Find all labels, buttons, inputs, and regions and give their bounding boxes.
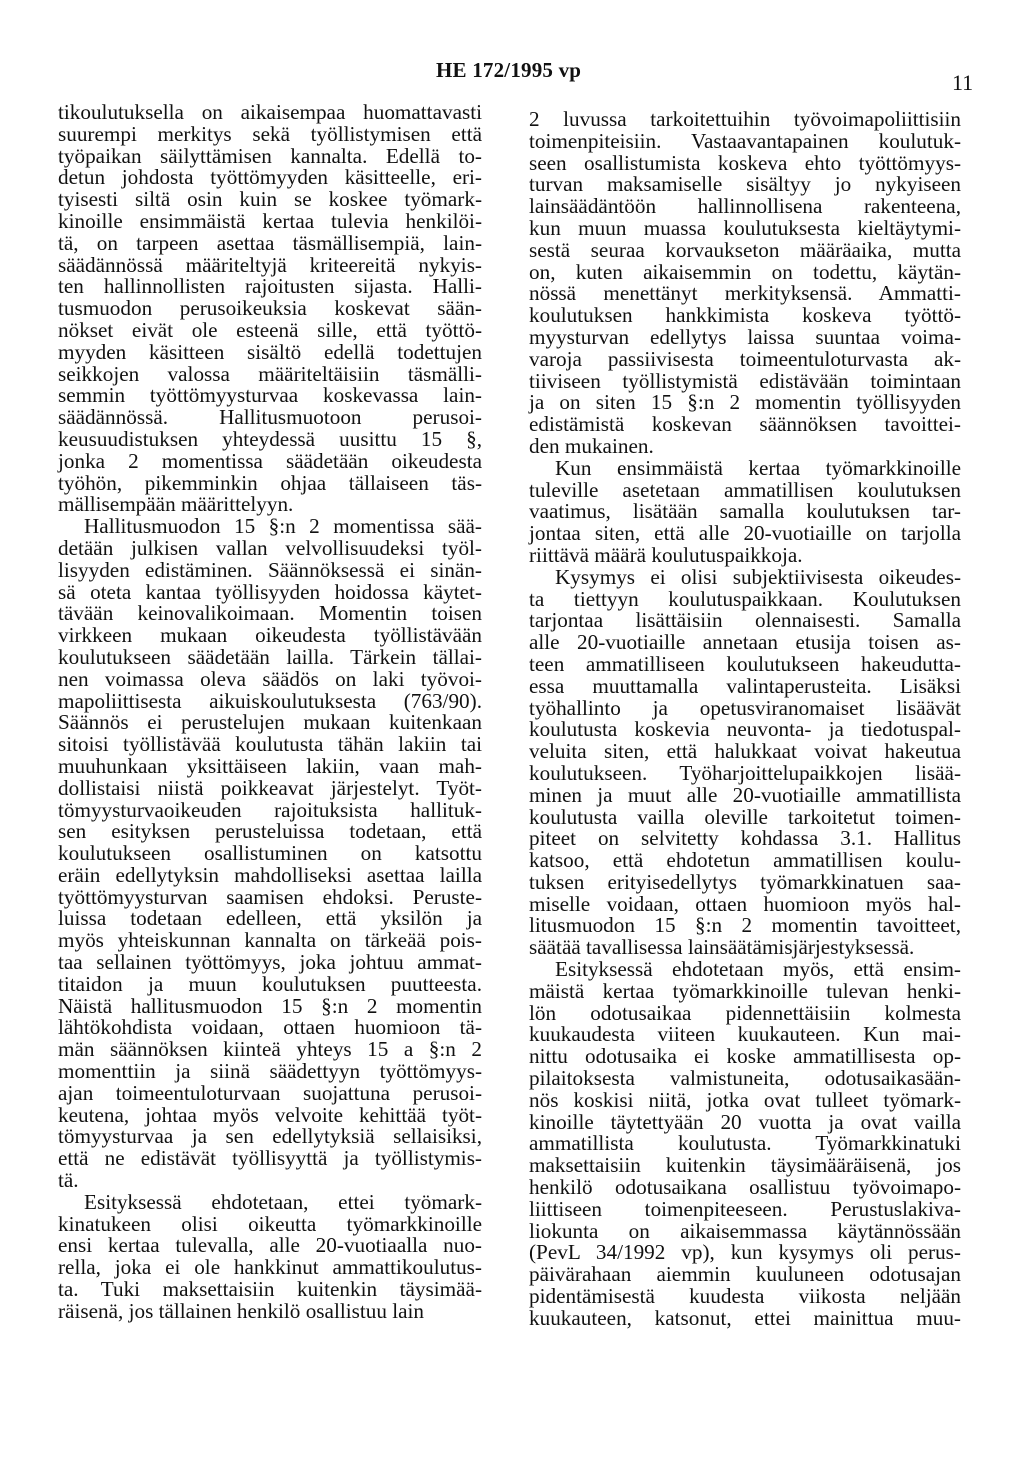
text-line: kinoille ensimmäistä kertaa tulevia henkilöi-: [58, 208, 482, 233]
text-line: myös yhteiskunnan kannalta on tärkeää pois-: [58, 928, 482, 953]
text-line: Säännös ei perustelujen mukaan kuitenkaan: [58, 710, 482, 735]
text-line: luissa todetaan edelleen, että yksilön ja: [58, 906, 482, 931]
text-line: nös koskisi niitä, jotka ovat tulleet työmark-: [529, 1087, 961, 1112]
text-line: keutena, johtaa myös velvoite kehittää työt-: [58, 1102, 482, 1127]
text-line: miselle voidaan, ottaen huomioon myös hal-: [529, 891, 961, 916]
text-line: riittävä määrä koulutuspaikkoja.: [529, 542, 803, 567]
text-line: mällisempään määrittelyyn.: [58, 492, 294, 517]
text-line: ammatillista koulutusta. Työmarkkinatuki: [529, 1131, 961, 1156]
text-line: nökset eivät ole esteenä sille, että työttö-: [58, 317, 482, 342]
text-line: myyden käsitteen sisältö edellä todettujen: [58, 339, 482, 364]
text-line: tusmuodon perusoikeuksia koskevat sään-: [58, 296, 482, 321]
text-line: tuleville asetetaan ammatillisen koulutuksen: [529, 477, 961, 502]
text-line: tömyysturvaoikeuden rajoituksista hallituk-: [58, 797, 482, 822]
text-line: keusuudistuksen yhteydessä uusittu 15 §,: [58, 426, 482, 451]
text-line: säädännössä määriteltyjä kriteereitä nykyis-: [58, 252, 482, 277]
text-line: seen osallistumista koskeva ehto työttömyys-: [529, 150, 961, 175]
text-line: lähtökohdista voidaan, ottaen huomioon tä-: [58, 1015, 482, 1040]
text-line: koulutuksen hankkimista koskeva työttö-: [529, 303, 961, 328]
text-line: toimenpiteisiin. Vastaavantapainen koulutuk-: [529, 128, 961, 153]
text-line: vaatimus, lisätään samalla koulutuksen tar-: [529, 499, 961, 524]
text-line: koulutukseen osallistuminen on katsottu: [58, 841, 482, 866]
text-line: liokunta on aikaisemmassa käytännössään: [529, 1218, 961, 1243]
text-line: koulutukseen. Työharjoittelupaikkojen lisää-: [529, 760, 961, 785]
text-line: tä, on tarpeen asettaa täsmällisempiä, lain-: [58, 230, 482, 255]
text-line: varoja passiivisesta toimeentuloturvasta ak-: [529, 346, 961, 371]
text-line: sestä seuraa korvaukseton määräaika, mutta: [529, 237, 961, 262]
text-line: teen ammatilliseen koulutukseen hakeudutta-: [529, 651, 961, 676]
page-header: [0, 58, 1024, 95]
text-line: työhön, pikemminkin ohjaa tällaiseen täs-: [58, 470, 482, 495]
text-line: säädännössä. Hallitusmuotoon perusoi-: [58, 405, 482, 430]
text-line: detään julkisen vallan velvollisuudeksi työl-: [58, 535, 482, 560]
text-line: Kysymys ei olisi subjektiivisesta oikeudes-: [555, 564, 961, 589]
text-line: tyisesti siltä osin kuin se koskee työmark-: [58, 187, 482, 212]
text-line: piteet on selvitetty kohdassa 3.1. Hallitus: [529, 826, 961, 851]
right-text-column: [529, 109, 961, 1330]
text-line: virkkeen mukaan oikeudesta työllistävään: [58, 623, 482, 648]
text-line: koulutusta vailla oleville tarkoitetut toimen-: [529, 804, 961, 829]
text-line: suurempi merkitys sekä työllistymisen että: [58, 121, 482, 146]
text-line: kuukauteen, katsonut, ettei mainittua muu-: [529, 1305, 961, 1330]
text-line: kinoille täytettyään 20 vuotta ja ovat vailla: [529, 1109, 961, 1134]
text-line: ta tiettyyn koulutuspaikkaan. Koulutuksen: [529, 586, 961, 611]
text-line: tarjontaa lisättäisiin olennaisesti. Samalla: [529, 608, 961, 633]
text-line: päivärahaan aiemmin kuuluneen odotusajan: [529, 1262, 961, 1287]
text-line: kuukaudesta viiteen kuukauteen. Kun mai-: [529, 1022, 961, 1047]
text-line: liittiseen toimenpiteeseen. Perustuslakiva-: [529, 1196, 961, 1221]
text-line: Esityksessä ehdotetaan, ettei työmark-: [84, 1189, 482, 1214]
text-line: seikkojen valossa määriteltäisiin täsmälli-: [58, 361, 482, 386]
text-line: ten hallinnollisten rajoitusten sijasta. Halli-: [58, 274, 482, 299]
document-id: HE 172/1995 vp: [436, 58, 582, 82]
text-line: turvan maksamiselle sisältyy jo nykyiseen: [529, 172, 961, 197]
text-line: minen ja muut alle 20-vuotiaille ammatillista: [529, 782, 961, 807]
text-line: momenttiin ja siinä säädettyyn työttömyys-: [58, 1059, 482, 1084]
text-line: litusmuodon 15 §:n 2 momentin tavoitteet,: [529, 913, 961, 938]
text-line: sä oteta kantaa työllisyyden hoidossa käytet-: [58, 579, 482, 604]
text-line: tä.: [58, 1168, 79, 1193]
text-line: Hallitusmuodon 15 §:n 2 momentissa sää-: [84, 514, 482, 539]
text-line: jontaa siten, että alle 20-vuotiaille on tarjolla: [529, 521, 961, 546]
text-line: alle 20-vuotiaille annetaan etusija toisen as-: [529, 630, 961, 655]
text-line: mapoliittisesta aikuiskoulutuksesta (763/90).: [58, 688, 482, 713]
text-line: kinatukeen olisi oikeutta työmarkkinoille: [58, 1211, 482, 1236]
text-line: lön odotusaikaa pidennettäisiin kolmesta: [529, 1000, 961, 1025]
text-line: tömyysturvaa ja sen edellytyksiä sellaisiksi,: [58, 1124, 482, 1149]
text-line: pilaitoksesta valmistuneita, odotusaikasään-: [529, 1066, 961, 1091]
text-line: (PevL 34/1992 vp), kun kysymys oli perus-: [529, 1240, 961, 1265]
text-line: kun muun muassa koulutuksesta kieltäytymi-: [529, 215, 961, 240]
text-line: Esityksessä ehdotetaan myös, että ensim-: [555, 957, 961, 982]
text-line: titaidon ja muun koulutuksen puutteesta.: [58, 971, 482, 996]
text-line: dollistaisi niistä poikkeavat järjestelyt. Työt-: [58, 775, 482, 800]
text-line: mäistä kertaa työmarkkinoille tulevan henki-: [529, 978, 961, 1003]
page-number: 11: [952, 70, 974, 95]
text-line: 2 luvussa tarkoitettuihin työvoimapoliittisiin: [529, 107, 961, 131]
text-line: on, kuten aikaisemmin on todettu, käytän-: [529, 259, 961, 284]
text-line: taa sellainen työttömyys, joka johtuu ammat-: [58, 950, 482, 975]
text-line: Näistä hallitusmuodon 15 §:n 2 momentin: [58, 993, 482, 1018]
left-text-column: [58, 102, 482, 1323]
text-line: detun johdosta työttömyyden käsitteelle, eri-: [58, 165, 482, 190]
text-line: Kun ensimmäistä kertaa työmarkkinoille: [555, 455, 961, 480]
text-line: tikoulutuksella on aikaisempaa huomattavasti: [58, 100, 482, 124]
text-line: semmin työttömyysturvaa koskevassa lain-: [58, 383, 482, 408]
text-line: nittu odotusaika ei koske ammatillisesta op-: [529, 1044, 961, 1069]
text-line: veluita siten, että halukkaat voivat hakeutua: [529, 739, 961, 764]
text-line: koulutusta koskevia neuvonta- ja tiedotuspal-: [529, 717, 961, 742]
text-line: män säännöksen kiinteä yhteys 15 a §:n 2: [58, 1037, 482, 1062]
text-line: säätää tavallisessa lainsäätämisjärjestyksessä.: [529, 935, 915, 960]
text-line: tiiviseen työllistymistä edistävään toimintaan: [529, 368, 961, 393]
text-line: koulutukseen säädetään lailla. Tärkein tällai-: [58, 644, 482, 669]
text-line: essa muuttamalla valintaperusteita. Lisäksi: [529, 673, 961, 698]
text-line: että ne edistävät työllisyyttä ja työllistymis-: [58, 1146, 482, 1171]
text-line: edistämistä koskevan säännöksen tavoittei-: [529, 412, 961, 437]
text-line: työpaikan säilyttämisen kannalta. Edellä to-: [58, 143, 482, 168]
text-line: maksettaisiin kuitenkin täysimääräisenä, jos: [529, 1153, 961, 1178]
text-line: katsoo, että ehdotetun ammatillisen koulu-: [529, 848, 961, 873]
text-line: työttömyysturvan saamisen ehdoksi. Peruste-: [58, 884, 482, 909]
text-line: den mukainen.: [529, 433, 654, 458]
text-line: henkilö odotusaikana osallistuu työvoimapo-: [529, 1175, 961, 1200]
text-line: rella, joka ei ole hankkinut ammattikoulutus-: [58, 1255, 482, 1280]
text-line: muuhunkaan yksittäiseen lakiin, vaan mah-: [58, 753, 482, 778]
text-line: pidentämisestä kuudesta viikosta neljään: [529, 1284, 961, 1309]
text-line: työhallinto ja opetusviranomaiset lisäävät: [529, 695, 961, 720]
text-line: sen esityksen perusteluissa todetaan, että: [58, 819, 482, 844]
text-line: räisenä, jos tällainen henkilö osallistuu lain: [58, 1298, 424, 1323]
text-line: nen voimassa oleva säädös on laki työvoi-: [58, 666, 482, 691]
text-line: ta. Tuki maksettaisiin kuitenkin täysimää-: [58, 1277, 482, 1302]
text-line: jonka 2 momentissa säädetään oikeudesta: [58, 448, 482, 473]
text-line: sitoisi työllistävää koulutusta tähän lakiin tai: [58, 732, 482, 757]
text-line: nössä menettänyt merkityksensä. Ammatti-: [529, 281, 961, 306]
text-line: lisyyden edistäminen. Säännöksessä ei sinän-: [58, 557, 482, 582]
text-line: ensi kertaa tulevalla, alle 20-vuotiaalla nuo-: [58, 1233, 482, 1258]
text-line: myysturvan edellytys laissa suuntaa voima-: [529, 324, 961, 349]
text-line: tävään keinovalikoimaan. Momentin toisen: [58, 601, 482, 626]
text-line: ajan toimeentuloturvaan suojattuna perusoi-: [58, 1080, 482, 1105]
text-line: tuksen erityisedellytys työmarkkinatuen saa-: [529, 869, 961, 894]
text-line: ja on siten 15 §:n 2 momentin työllisyyden: [529, 390, 961, 415]
text-line: lainsäädäntöön hallinnollisena rakenteena,: [529, 194, 961, 219]
text-line: eräin edellytyksin mahdolliseksi asettaa lailla: [58, 862, 482, 887]
